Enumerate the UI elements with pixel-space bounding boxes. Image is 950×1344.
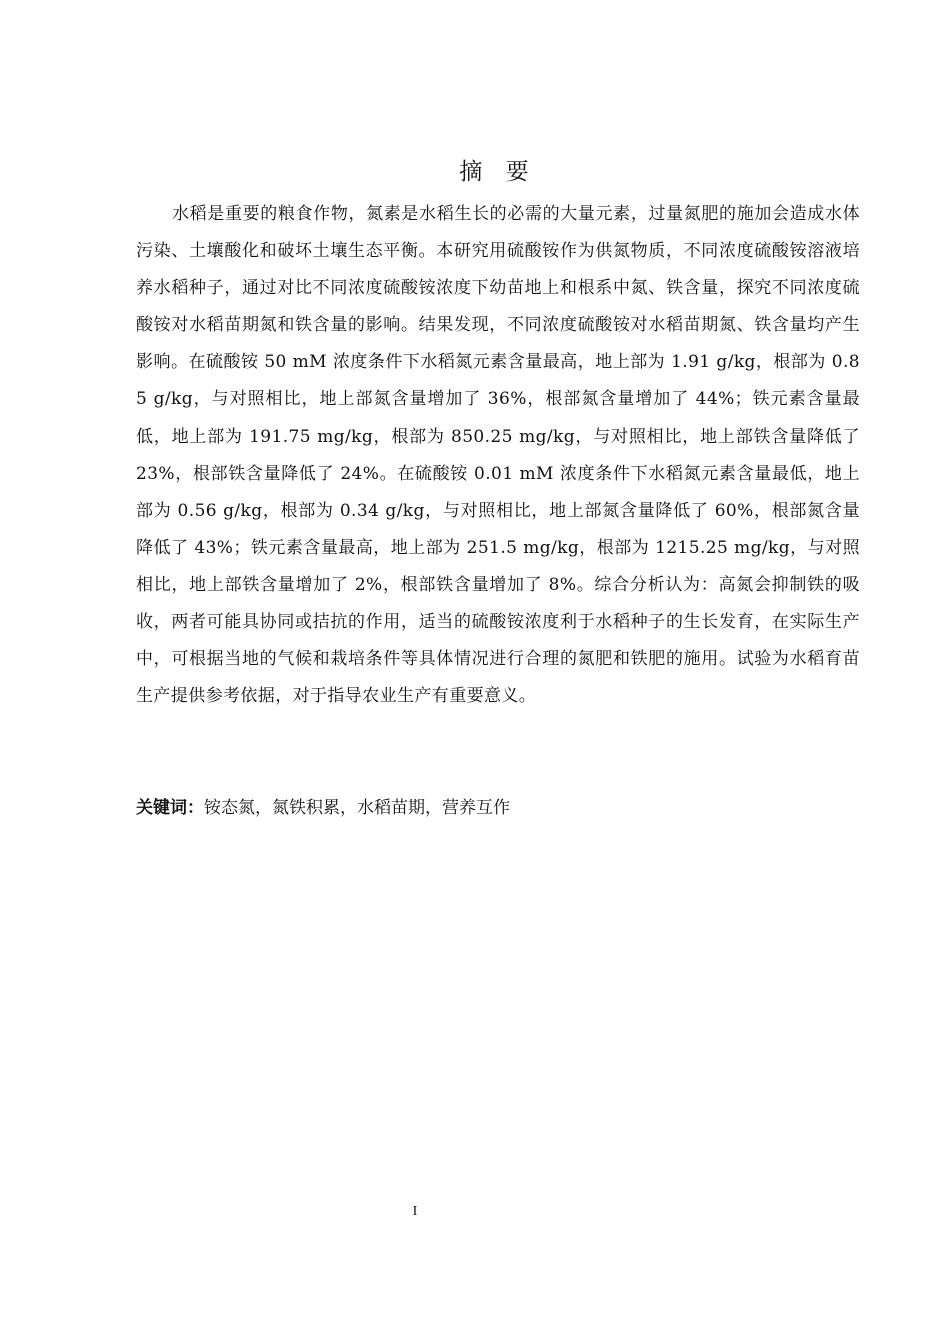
keywords-label: 关键词： <box>136 798 204 818</box>
page-number: I <box>412 1204 418 1219</box>
abstract-title: 摘 要 <box>459 159 537 185</box>
abstract-body: 水稻是重要的粮食作物，氮素是水稻生长的必需的大量元素，过量氮肥的施加会造成水体污染、土壤酸化和破坏土壤生态平衡。本研究用硫酸铵作为供氮物质，不同浓度硫酸铵溶液培养水稻种子，通过对比不同浓度硫酸铵浓度下幼苗地上和根系中氮、铁含量，探究不同浓度硫酸铵对水稻苗期氮和铁含量的影响。结果发现，不同浓度硫酸铵对水稻苗期氮、铁含量均产生影响。在硫酸铵 50 mM 浓度条件下水稻氮元素含量最高，地上部为 1.91 g/kg，根部为 0.85 g/kg，与对照相比，地上部氮含量增加了 36%，根部氮含量增加了 44%；铁元素含量最低，地上部为 191.75 mg/kg，根部为 850.25 mg/kg，与对照相比，地上部铁含量降低了 23%，根部铁含量降低了 24%。在硫酸铵 0.01 mM 浓度条件下水稻氮元素含量最低，地上部为 0.56 g/kg，根部为 0.34 g/kg，与对照相比，地上部氮含量降低了 60%，根部氮含量降低了 43%；铁元素含量最高，地上部为 251.5 mg/kg，根部为 1215.25 mg/kg，与对照相比，地上部铁含量增加了 2%，根部铁含量增加了 8%。综合分析认为：高氮会抑制铁的吸收，两者可能具协同或拮抗的作用，适当的硫酸铵浓度利于水稻种子的生长发育，在实际生产中，可根据当地的气候和栽培条件等具体情况进行合理的氮肥和铁肥的施用。试验为水稻育苗生产提供参考依据，对于指导农业生产有重要意义。 <box>136 204 860 707</box>
keywords-line <box>136 790 860 827</box>
keywords-value: 铵态氮，氮铁积累，水稻苗期，营养互作 <box>204 798 510 818</box>
